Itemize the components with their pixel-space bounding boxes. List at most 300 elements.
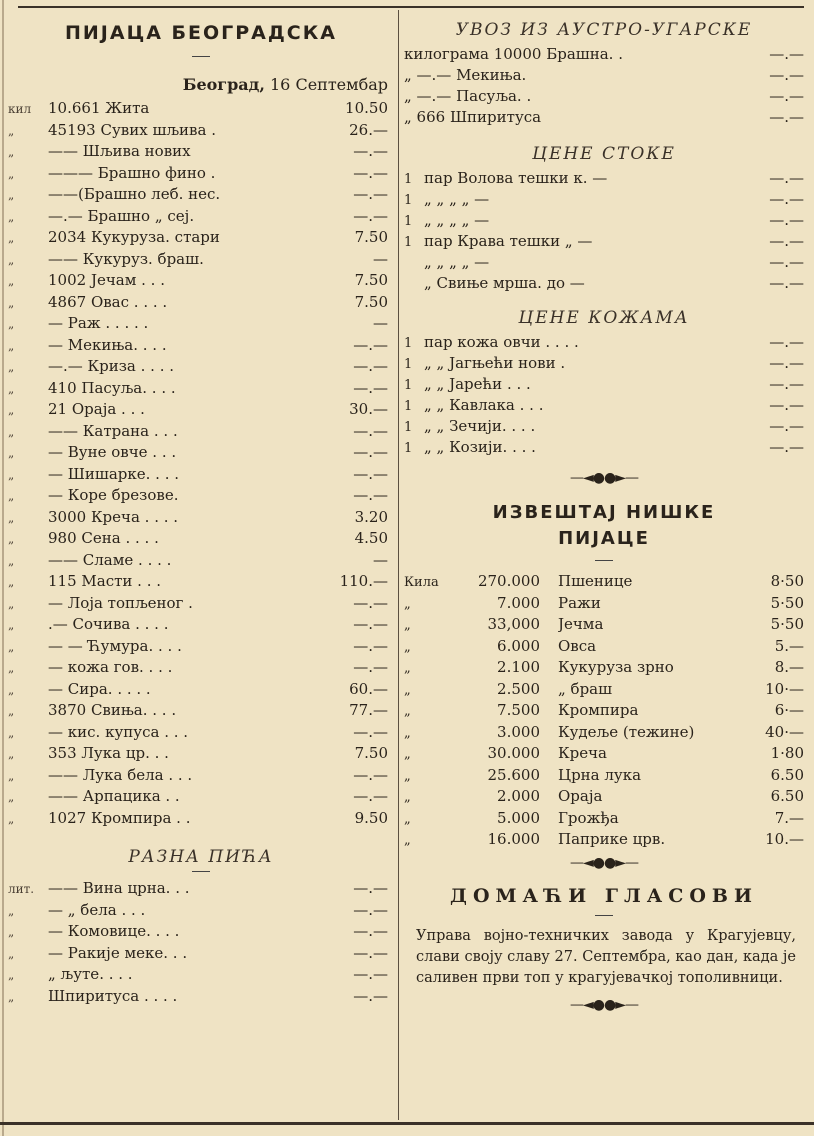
ornament-divider-3: —◄●●►— — [570, 996, 638, 1013]
item-description: 3870 Свиња. . . . — [48, 701, 177, 719]
item-name: Ораја — [558, 787, 603, 805]
item-description: — кис. купуса . . . — [48, 722, 189, 741]
item-price: —.— — [353, 335, 388, 354]
item-description: — Коре брезове. — [48, 486, 179, 504]
item-description: — Ракије меке. . . — [48, 943, 188, 962]
right-column — [404, 20, 804, 1021]
item-description: пар кожа овчи . . . . — [424, 333, 579, 351]
item-price: —.— — [769, 211, 804, 229]
item-price: — — [373, 550, 388, 569]
item-price: —.— — [353, 658, 388, 676]
unit-label: „ — [8, 338, 15, 353]
item-name: Овса — [558, 636, 597, 655]
item-description: „ „ Кавлака . . . — [424, 396, 544, 414]
unit-label: „ — [404, 790, 411, 805]
unit-label: „ — [8, 989, 15, 1004]
price-row — [8, 98, 394, 120]
nis-row — [404, 722, 804, 744]
belgrade-market-title: ПИЈАЦА БЕОГРАДСКА — [65, 22, 337, 44]
item-price: —.— — [353, 163, 388, 182]
hides-row — [404, 395, 804, 416]
item-price: —.— — [769, 354, 804, 372]
nis-row — [404, 636, 804, 658]
item-price: 7.50 — [354, 744, 388, 762]
unit-label: „ — [8, 532, 15, 546]
unit-label: „ — [8, 682, 15, 697]
quantity: 1 — [404, 399, 413, 414]
item-description: — кожа гов. . . . — [48, 658, 173, 676]
import-title: УВОЗ ИЗ АУСТРО-УГАРСКЕ — [455, 20, 753, 40]
quantity: 1 — [404, 235, 413, 250]
cattle-row — [404, 168, 804, 189]
hides-row — [404, 437, 804, 458]
item-price: 7.50 — [354, 228, 388, 246]
date-city: Београд, — [182, 75, 265, 94]
unit-label: „ — [8, 510, 15, 525]
price-row — [8, 442, 394, 464]
nis-row — [404, 593, 804, 615]
item-description: „ Свиње мрша. до — — [424, 274, 585, 292]
unit-label: „ — [8, 145, 15, 159]
item-name: Пшенице — [558, 572, 633, 590]
item-description: „ „ Јагњећи нови . — [424, 354, 566, 372]
item-price: 4.50 — [354, 529, 388, 547]
item-description: —.— Криза . . . . — [48, 357, 175, 375]
item-description: 1027 Кромпира . . — [48, 808, 191, 827]
item-price: —.— — [353, 636, 388, 655]
item-price: —.— — [353, 986, 388, 1005]
item-description: 3000 Креча . . . . — [48, 507, 179, 526]
unit-label: „ — [8, 489, 15, 503]
item-name: Грожђа — [558, 808, 619, 827]
unit-label: „ — [404, 725, 411, 741]
unit-label: „ — [404, 747, 411, 762]
item-price: — — [373, 314, 388, 332]
item-price: 6.50 — [770, 787, 804, 805]
unit-label: „ — [8, 618, 15, 632]
item-price: 7.50 — [354, 292, 388, 311]
price-row — [8, 141, 394, 163]
item-description: „ „ Јарећи . . . — [424, 375, 531, 393]
item-name: Јечма — [558, 615, 604, 633]
unit-label: „ — [404, 704, 411, 719]
unit-label: „ — [8, 381, 15, 396]
item-price: 5·50 — [770, 593, 804, 612]
price-row — [8, 120, 394, 142]
item-description: „ „ „ „ — — [424, 190, 490, 208]
item-description: — Сира. . . . . — [48, 679, 151, 698]
unit-label: „ — [8, 811, 15, 826]
item-name: Паприке црв. — [558, 830, 666, 848]
item-price: —.— — [353, 900, 388, 919]
price-row — [8, 657, 394, 679]
item-description: „ љуте. . . . — [48, 965, 133, 983]
quantity: 1 — [404, 172, 413, 187]
price-row — [8, 464, 394, 486]
drinks-title: РАЗНА ПИЋА — [128, 847, 274, 867]
item-price: —.— — [353, 357, 388, 375]
item-price: —.— — [353, 464, 388, 483]
price-row — [8, 378, 394, 400]
item-price: — — [373, 249, 388, 268]
item-price: —.— — [769, 232, 804, 250]
unit-label: „ — [8, 553, 15, 568]
unit-label: „ — [8, 467, 15, 482]
item-price: —.— — [769, 169, 804, 187]
item-price: —.— — [353, 593, 388, 612]
price-row — [8, 878, 394, 900]
nis-row — [404, 808, 804, 830]
drinks-dash — [192, 871, 210, 872]
hides-row — [404, 332, 804, 353]
unit-label: „ — [8, 424, 15, 439]
item-price: 10.— — [765, 830, 804, 848]
quantity: 7.000 — [497, 593, 540, 612]
item-price: —.— — [353, 443, 388, 461]
nis-row — [404, 657, 804, 679]
import-row — [404, 65, 804, 86]
price-row — [8, 722, 394, 744]
price-row — [8, 943, 394, 965]
unit-label: „ — [8, 317, 15, 331]
price-row — [8, 679, 394, 701]
item-price: —.— — [353, 765, 388, 784]
price-row — [8, 507, 394, 529]
ornament-divider-2: —◄●●►— — [570, 854, 638, 871]
item-price: —.— — [353, 378, 388, 397]
price-row — [8, 313, 394, 335]
hides-row — [404, 374, 804, 395]
price-row — [8, 184, 394, 206]
nis-row — [404, 829, 804, 851]
unit-label: „ — [8, 123, 15, 138]
page-edge — [2, 0, 4, 1136]
import-description: „ —.— Мекиња. — [404, 66, 527, 84]
price-row — [8, 292, 394, 314]
item-description: „ „ Зечији. . . . — [424, 417, 536, 435]
unit-label: „ — [404, 833, 411, 848]
price-row — [8, 485, 394, 507]
import-list — [404, 44, 804, 128]
quantity: 33,000 — [487, 615, 540, 633]
unit-label: „ — [8, 575, 15, 589]
price-row — [8, 163, 394, 185]
price-row — [8, 765, 394, 787]
nis-row — [404, 571, 804, 593]
unit-label: „ — [8, 661, 15, 675]
bottom-rule — [0, 1122, 814, 1125]
unit-label: „ — [8, 274, 15, 288]
cattle-row — [404, 210, 804, 231]
item-price: —.— — [353, 206, 388, 225]
item-price: —.— — [353, 922, 388, 940]
item-price: 9.50 — [354, 808, 388, 827]
item-price: 6.50 — [770, 765, 804, 784]
item-description: 410 Пасуља. . . . — [48, 378, 176, 397]
item-price: 10.50 — [345, 99, 388, 117]
quantity: 1 — [404, 378, 413, 393]
item-price: —.— — [353, 722, 388, 741]
item-description: 980 Сена . . . . — [48, 529, 159, 547]
item-price: —.— — [769, 274, 804, 292]
import-row — [404, 107, 804, 128]
item-price: —.— — [769, 253, 804, 271]
import-price: —.— — [769, 87, 804, 105]
item-price: —.— — [769, 417, 804, 435]
nis-row — [404, 614, 804, 636]
ornament-divider: —◄●●►— — [570, 470, 638, 486]
unit-label: „ — [8, 166, 15, 181]
item-description: 2034 Кукуруза. стари — [48, 228, 220, 246]
item-description: пар Волова тешки к. — — [424, 169, 608, 187]
nis-title-line1: ИЗВЕШТАЈ НИШКЕ — [492, 502, 716, 523]
price-row — [8, 571, 394, 593]
item-name: Ражи — [558, 593, 601, 612]
unit-label: „ — [404, 768, 411, 784]
unit-label: „ — [8, 768, 15, 783]
quantity: 270.000 — [477, 572, 540, 590]
import-description: „ 666 Шпиритуса — [404, 108, 542, 126]
item-description: — „ бела . . . — [48, 900, 146, 919]
item-price: —.— — [353, 486, 388, 504]
unit-label: „ — [8, 403, 15, 417]
unit-label: „ — [404, 661, 411, 676]
item-description: —.— Брашно „ сеј. — [48, 206, 195, 225]
unit-label: „ — [8, 596, 15, 611]
item-price: —.— — [353, 879, 388, 897]
cattle-price-list — [404, 168, 804, 294]
import-description: „ —.— Пасуља. . — [404, 87, 532, 105]
quantity: 25.600 — [487, 765, 540, 784]
cattle-row — [404, 231, 804, 252]
nis-row — [404, 765, 804, 787]
price-row — [8, 528, 394, 550]
unit-label: „ — [404, 682, 411, 698]
item-description: —— Катрана . . . — [48, 421, 178, 440]
domestic-dash — [595, 915, 613, 916]
cattle-row — [404, 189, 804, 210]
quantity: 6.000 — [497, 636, 540, 655]
domestic-news-title: ДОМАЋИ ГЛАСОВИ — [450, 884, 758, 907]
unit-label: „ — [8, 639, 15, 654]
quantity: 5.000 — [497, 808, 540, 827]
item-description: —— Вина црна. . . — [48, 879, 190, 897]
import-row — [404, 86, 804, 107]
item-description: — Лоја топљеног . — [48, 593, 193, 612]
unit-label: „ — [404, 618, 411, 633]
unit-label: „ — [8, 295, 15, 310]
unit-label: „ — [8, 360, 15, 374]
unit-label: „ — [404, 639, 411, 655]
item-description: 10.661 Жита — [48, 99, 150, 117]
item-description: „ „ „ „ — — [424, 211, 490, 229]
belgrade-price-list — [8, 98, 394, 829]
price-row — [8, 356, 394, 378]
price-row — [8, 399, 394, 421]
item-price: —.— — [769, 396, 804, 414]
price-row — [8, 921, 394, 943]
item-price: 5.— — [774, 636, 804, 655]
cattle-title: ЦЕНЕ СТОКЕ — [532, 144, 676, 164]
quantity: 1 — [404, 441, 413, 456]
item-price: —.— — [353, 943, 388, 962]
price-row — [8, 964, 394, 986]
item-description: ——(Брашно леб. нес. — [48, 185, 221, 203]
price-row — [8, 786, 394, 808]
nis-dash — [595, 560, 613, 561]
item-name: Кукуруза зрно — [558, 658, 674, 676]
top-rule — [18, 6, 804, 8]
item-name: Црна лука — [558, 765, 642, 784]
item-description: „ „ „ „ — — [424, 253, 490, 271]
item-description: —— Арпацика . . — [48, 787, 180, 805]
item-description: Шпиритуса . . . . — [48, 986, 178, 1005]
nis-title-line2: ПИЈАЦЕ — [558, 528, 650, 549]
price-row — [8, 270, 394, 292]
item-price: —.— — [353, 421, 388, 440]
item-description: „ „ Козији. . . . — [424, 438, 536, 456]
item-price: 110.— — [339, 572, 388, 590]
unit-label: „ — [8, 704, 15, 718]
domestic-news-text: Управа војно-техничких завода у Крагујевцу, слави своју славу 27. Септембра, као дан, када је саливен први топ у крагујевачкој тополивници. — [416, 927, 796, 986]
unit-label: „ — [8, 903, 15, 918]
price-row — [8, 421, 394, 443]
quantity: 1 — [404, 214, 413, 229]
item-name: Креча — [558, 744, 607, 762]
item-description: 45193 Сувих шљива . — [48, 120, 216, 139]
nis-row — [404, 700, 804, 722]
quantity: 3.000 — [497, 722, 540, 741]
unit-label: „ — [8, 231, 15, 245]
date-text: 16 Септембар — [270, 75, 388, 94]
cattle-row — [404, 273, 804, 294]
item-price: —.— — [769, 438, 804, 456]
item-price: —.— — [769, 375, 804, 393]
price-row — [8, 743, 394, 765]
item-description: — — Ћумура. . . . — [48, 636, 182, 655]
price-row — [8, 335, 394, 357]
hides-row — [404, 353, 804, 374]
hides-title: ЦЕНЕ КОЖАМА — [518, 308, 690, 328]
left-column — [8, 12, 394, 1007]
price-row — [8, 636, 394, 658]
date-header — [8, 75, 394, 94]
item-price: —.— — [769, 333, 804, 351]
item-description: — Шишарке. . . . — [48, 464, 180, 483]
title-dash — [192, 56, 210, 57]
item-description: ——— Брашно фино . — [48, 163, 216, 182]
item-price: 3.20 — [354, 507, 388, 526]
quantity: 1 — [404, 193, 413, 208]
price-row — [8, 700, 394, 722]
unit-label: „ — [404, 811, 411, 827]
nis-row — [404, 679, 804, 701]
price-row — [8, 593, 394, 615]
item-description: пар Крава тешки „ — — [424, 232, 593, 250]
item-price: 30.— — [349, 400, 388, 418]
price-row — [8, 227, 394, 249]
import-price: —.— — [769, 108, 804, 126]
item-description: — Мекиња. . . . — [48, 335, 167, 354]
price-row — [8, 249, 394, 271]
item-price: 10·— — [765, 679, 804, 698]
item-description: — Комовице. . . . — [48, 922, 180, 940]
unit-label: „ — [8, 946, 15, 961]
price-row — [8, 808, 394, 830]
item-price: —.— — [353, 965, 388, 983]
unit-label: „ — [8, 188, 15, 202]
unit-label: „ — [404, 596, 411, 612]
quantity: 2.000 — [497, 787, 540, 805]
item-price: 7.50 — [354, 271, 388, 289]
item-description: 4867 Овас . . . . — [48, 292, 168, 311]
cattle-row — [404, 252, 804, 273]
item-name: „ браш — [558, 679, 613, 698]
item-price: —.— — [353, 787, 388, 805]
item-description: 353 Лука цр. . . — [48, 744, 169, 762]
unit-label: „ — [8, 209, 15, 224]
quantity: 2.500 — [497, 679, 540, 698]
quantity: 2.100 — [497, 658, 540, 676]
unit-label: „ — [8, 925, 15, 939]
hides-row — [404, 416, 804, 437]
quantity: 30.000 — [487, 744, 540, 762]
price-row — [8, 206, 394, 228]
unit-label: „ — [8, 747, 15, 761]
import-price: —.— — [769, 45, 804, 63]
unit-label: лит. — [8, 882, 35, 896]
item-description: — Вуне овче . . . — [48, 443, 177, 461]
price-row — [8, 550, 394, 572]
item-price: —.— — [353, 615, 388, 633]
item-price: 40·— — [765, 722, 804, 741]
nis-row — [404, 743, 804, 765]
price-row — [8, 614, 394, 636]
unit-label: „ — [8, 790, 15, 804]
hides-price-list — [404, 332, 804, 458]
item-name: Кромпира — [558, 701, 639, 719]
item-price: 26.— — [349, 120, 388, 139]
nis-price-list — [404, 571, 804, 851]
quantity: 1 — [404, 420, 413, 435]
item-price: 8·50 — [770, 572, 804, 590]
item-description: .— Сочива . . . . — [48, 615, 169, 633]
item-price: 5·50 — [770, 615, 804, 633]
item-price: 77.— — [349, 701, 388, 719]
item-description: —— Лука бела . . . — [48, 765, 193, 784]
item-price: —.— — [353, 185, 388, 203]
item-price: 8.— — [774, 658, 804, 676]
item-description: 1002 Јечам . . . — [48, 271, 165, 289]
import-description: килограма 10000 Брашна. . — [404, 45, 623, 63]
item-price: 6·— — [774, 701, 804, 719]
column-separator — [398, 10, 399, 1120]
drinks-price-list — [8, 878, 394, 1007]
import-price: —.— — [769, 66, 804, 84]
item-price: 1·80 — [770, 744, 804, 762]
unit-label: „ — [8, 446, 15, 460]
price-row — [8, 900, 394, 922]
item-description: 115 Масти . . . — [48, 572, 162, 590]
unit-label: кил — [8, 102, 32, 116]
item-description: —— Сламе . . . . — [48, 550, 172, 569]
unit-label: „ — [8, 725, 15, 740]
unit-label: Кила — [404, 575, 439, 590]
item-price: —.— — [769, 190, 804, 208]
unit-label: „ — [8, 968, 15, 982]
quantity: 1 — [404, 336, 413, 351]
item-price: 60.— — [349, 679, 388, 698]
